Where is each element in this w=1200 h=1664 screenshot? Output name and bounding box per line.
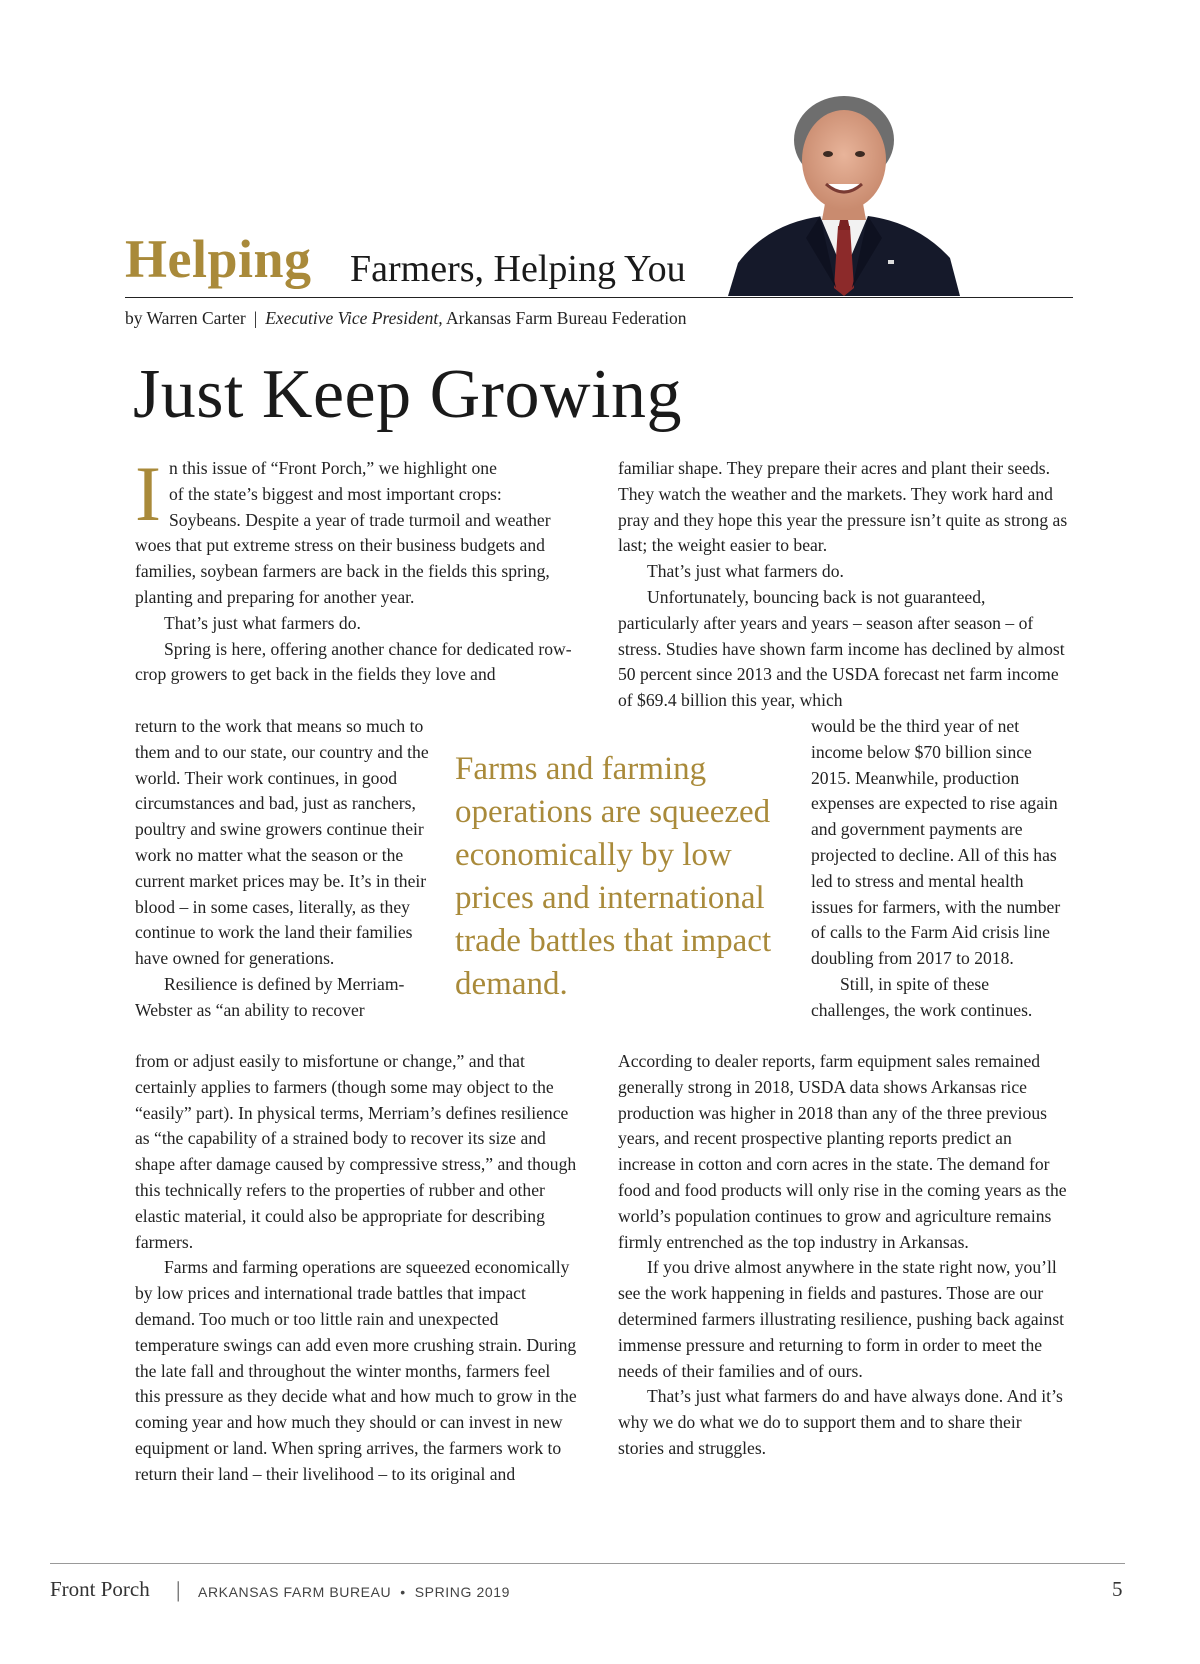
right-column-narrow (811, 714, 1068, 1024)
paragraph: Unfortunately, bouncing back is not guaranteed, particularly after years and years – season after season – of stress. Studies have shown farm income has declined by almost 50 percent since 2013 and the USDA forecast net farm income of $69.4 billion this year, which (618, 586, 1065, 711)
byline (125, 308, 687, 329)
byline-org: Arkansas Farm Bureau Federation (446, 308, 687, 328)
byline-separator: | (253, 308, 258, 328)
paragraph: Farms and farming operations are squeezed economically by low prices and international trade battles that impact demand. Too much or too little rain and unexpected temperature swings can add even more crushing strain. During the late fall and throughout the winter months, farmers feel this pressure as they decide what and how much to grow in the coming year and how much they should or can invest in new equipment or land. When spring arrives, the farmers work to return their land – their livelihood – to its original and (135, 1257, 577, 1484)
byline-author: by Warren Carter (125, 308, 246, 328)
left-column (135, 450, 575, 688)
paragraph: Resilience is defined by Merriam-Webster as “an ability to recover (135, 973, 405, 1020)
paragraph: Still, in spite of these challenges, the work continues. (811, 973, 1033, 1020)
intro-line: Soybeans. Despite a year of trade turmoil and (168, 509, 491, 530)
header-title: Farmers, Helping You (350, 248, 686, 290)
right-column (618, 456, 1068, 714)
paragraph: familiar shape. They prepare their acres and plant their seeds. They watch the weather and the markets. They work hard and pray and they hope this year the pressure isn’t quite as strong as last; the weight easier to bear. (618, 458, 1068, 556)
footer-issue: ARKANSAS FARM BUREAU • SPRING 2019 (198, 1584, 511, 1600)
left-column-lower (135, 1049, 580, 1488)
page-number: 5 (1112, 1577, 1123, 1601)
left-column-narrow (135, 714, 437, 1024)
intro-line: n this issue of “Front Porch,” we highlight one (168, 458, 497, 478)
paragraph: If you drive almost anywhere in the state right now, you’ll see the work happening in fields and pastures. Those are our determined farmers illustrating resilience, pushing back against immense pressure and returning to form in order to meet the needs of their families and of ours. (618, 1257, 1065, 1381)
footer-separator: | (176, 1577, 181, 1602)
intro-rest: weather woes that put extreme stress on their business budgets and families, soybean farmers are back in the fields this spring, planting and preparing for another year. (135, 509, 551, 607)
drop-cap: I (135, 450, 161, 537)
header-divider (125, 297, 1073, 298)
intro-paragraph (135, 450, 575, 611)
paragraph: Spring is here, offering another chance for dedicated row-crop growers to get back in the fields they love and (135, 638, 572, 685)
paragraph: That’s just what farmers do and have always done. And it’s why we do what we do to support them and to share their stories and struggles. (618, 1386, 1063, 1458)
footer-publication: Front Porch (50, 1577, 150, 1601)
header-title-emphasis: Helping (125, 229, 312, 289)
intro-line: of the state’s biggest and most important crops: (168, 483, 502, 504)
right-column-lower (618, 1049, 1068, 1462)
paragraph: from or adjust easily to misfortune or change,” and that certainly applies to farmers (though some may object to the “easily” part). In physical terms, Merriam’s defines resilience as “the capability of a strained body to recover its size and shape after damage caused by compressive stress,” and though this technically refers to the properties of rubber and other elastic material, it could also be appropriate for describing farmers. (135, 1051, 577, 1252)
author-portrait (728, 88, 960, 296)
footer-divider (50, 1563, 1125, 1564)
paragraph: According to dealer reports, farm equipment sales remained generally strong in 2018, USDA data shows Arkansas rice production was higher in 2018 than any of the three previous years, and recent prospective planting reports predict an increase in cotton and corn acres in the state. The demand for food and food products will only rise in the coming years as the world’s population continues to grow and agriculture remains firmly entrenched as the top industry in Arkansas. (618, 1051, 1067, 1252)
paragraph: return to the work that means so much to them and to our state, our country and the world. Their work continues, in good circumstances and bad, just as ranchers, poultry and swine growers continue their work no matter what the season or the current market prices may be. It’s in their blood – in some cases, literally, as they continue to work the land their families have owned for generations. (135, 716, 429, 969)
article-title: Just Keep Growing (133, 356, 682, 433)
paragraph: That’s just what farmers do. (164, 612, 361, 633)
paragraph: That’s just what farmers do. (647, 561, 844, 582)
pull-quote: Farms and farming operations are squeezed economically by low prices and international trade battles that impact demand. (455, 751, 772, 1002)
paragraph: would be the third year of net income below $70 billion since 2015. Meanwhile, production expenses are expected to rise again and government payments are projected to decline. All of this has led to stress and mental health issues for farmers, with the number of calls to the Farm Aid crisis line doubling from 2017 to 2018. (811, 716, 1061, 969)
byline-role: Executive Vice President, (265, 308, 443, 328)
